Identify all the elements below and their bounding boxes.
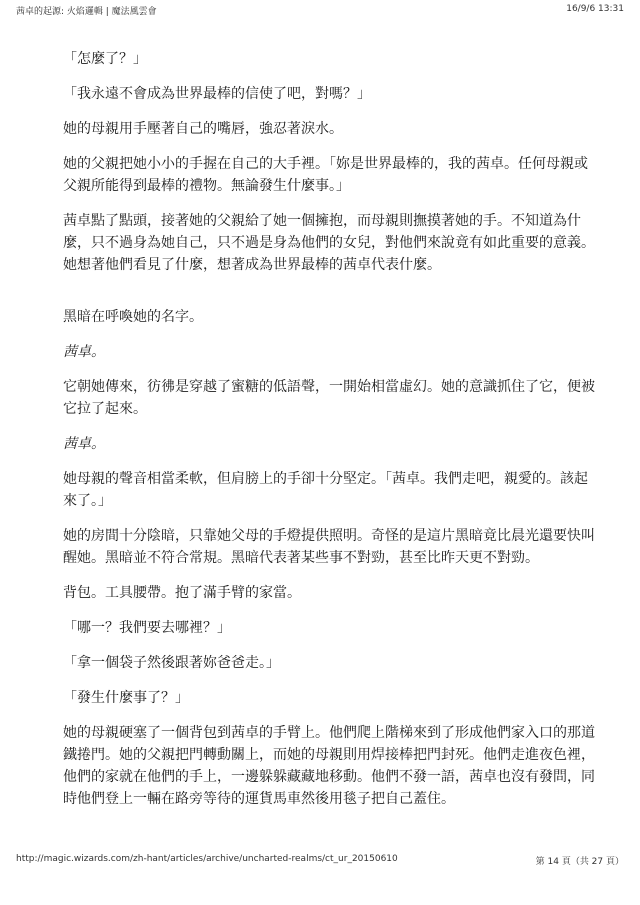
paragraph: 它朝她傳來，彷彿是穿越了蜜糖的低語聲，一開始相當虛幻。她的意識抓住了它，便被它拉了起來。 [63, 379, 595, 417]
paragraph: 她的房間十分陰暗，只靠她父母的手燈提供照明。奇怪的是這片黑暗竟比晨光還要快叫醒她。黑暗並不符合常規。黑暗代表著某些事不對勁，甚至比昨天更不對勁。 [63, 528, 595, 566]
paragraph: 「哪一？我們要去哪裡？」 [63, 620, 231, 636]
footer-page-number: 第 14 頁（共 27 頁） [535, 857, 624, 867]
paragraph: 「我永遠不會成為世界最棒的信使了吧，對嗎？」 [63, 86, 371, 102]
paragraph-italic: 茜卓。 [63, 436, 105, 452]
article-body [63, 48, 595, 823]
paragraph: 她母親的聲音相當柔軟，但肩膀上的手卻十分堅定。「茜卓。我們走吧，親愛的。該起來了。」 [63, 471, 588, 509]
paragraph: 她的父親把她小小的手握在自己的大手裡。「妳是世界最棒的，我的茜卓。任何母親或父親所能得到最棒的禮物。無論發生什麼事。」 [63, 156, 588, 194]
paragraph: 「怎麼了？」 [63, 51, 147, 67]
paragraph: 「拿一個袋子然後跟著妳爸爸走。」 [63, 655, 280, 671]
print-footer [16, 854, 624, 867]
paragraph-italic: 茜卓。 [63, 344, 105, 360]
paragraph: 「發生什麼事了？」 [63, 690, 189, 706]
paragraph: 她的母親用手壓著自己的嘴唇，強忍著淚水。 [63, 121, 343, 137]
header-page-title: 茜卓的起源: 火焰邏輯 | 魔法風雲會 [16, 7, 157, 17]
footer-url: http://magic.wizards.com/zh-hant/articles/archive/uncharted-realms/ct_ur_20150610 [16, 854, 398, 864]
paragraph: 她的母親硬塞了一個背包到茜卓的手臂上。他們爬上階梯來到了形成他們家入口的那道鐵捲門。她的父親把門轉動關上，而她的母親則用焊接棒把門封死。他們走進夜色裡，他們的家就在他們的手上，一邊躲躲藏藏地移動。他們不發一語，茜卓也沒有發問，同時他們登上一輛在路旁等待的運貨馬車然後用毯子把自己蓋住。 [63, 725, 595, 807]
header-timestamp: 16/9/6 13:31 [566, 4, 624, 14]
print-header [16, 4, 624, 20]
paragraph: 黑暗在呼喚她的名字。 [63, 309, 203, 325]
paragraph: 茜卓點了點頭，接著她的父親給了她一個擁抱，而母親則撫摸著她的手。不知道為什麼，只不過身為她自己，只不過是身為他們的女兒，對他們來說竟有如此重要的意義。她想著他們看見了什麼，想著成為世界最棒的茜卓代表什麼。 [63, 213, 595, 273]
paragraph: 背包。工具腰帶。抱了滿手臂的家當。 [63, 585, 301, 601]
